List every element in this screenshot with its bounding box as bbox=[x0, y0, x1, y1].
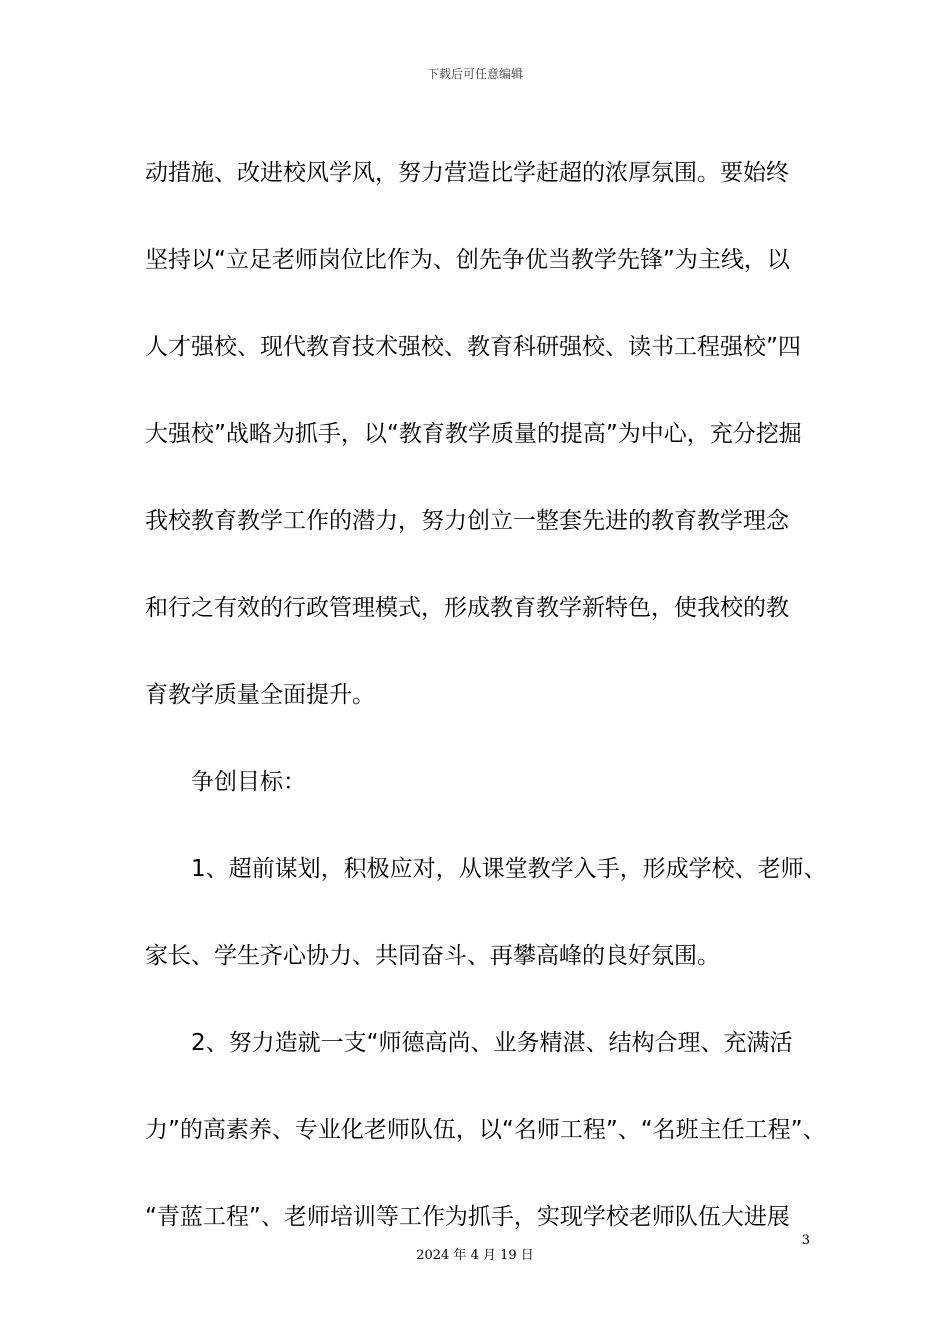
list-item-1-line: 家长、学生齐心协力、共同奋斗、再攀高峰的良好氛围。 bbox=[145, 943, 720, 969]
list-item-1-line: 1、超前谋划，积极应对，从课堂教学入手，形成学校、老师、 bbox=[191, 856, 827, 882]
page-footer-date: 2024 年 4 月 19 日 bbox=[416, 1248, 534, 1263]
paragraph-line: 坚持以“立足老师岗位比作为、创先争优当教学先锋”为主线，以 bbox=[145, 247, 790, 273]
page-header: 下载后可任意编辑 bbox=[426, 67, 523, 81]
paragraph-line: 和行之有效的行政管理模式，形成教育教学新特色，使我校的教 bbox=[145, 595, 789, 621]
page-number: 3 bbox=[801, 1233, 810, 1248]
paragraph-line: 育教学质量全面提升。 bbox=[145, 682, 375, 708]
document-body bbox=[145, 130, 827, 1261]
paragraph-line: 我校教育教学工作的潜力，努力创立一整套先进的教育教学理念 bbox=[145, 508, 789, 534]
section-heading: 争创目标： bbox=[191, 769, 306, 795]
paragraph-line: 人才强校、现代教育技术强校、教育科研强校、读书工程强校”四 bbox=[145, 334, 801, 360]
list-item-2-line: 2、努力造就一支“师德高尚、业务精湛、结构合理、充满活 bbox=[191, 1030, 793, 1056]
list-item-2-line: “青蓝工程”、老师培训等工作为抓手，实现学校老师队伍大进展 bbox=[145, 1204, 790, 1230]
paragraph-line: 大强校”战略为抓手，以“教育教学质量的提高”为中心，充分挖掘 bbox=[145, 421, 802, 447]
paragraph-line: 动措施、改进校风学风，努力营造比学赶超的浓厚氛围。要始终 bbox=[145, 160, 789, 186]
list-item-2-line: 力”的高素养、专业化老师队伍，以“名师工程”、“名班主任工程”、 bbox=[145, 1117, 826, 1143]
